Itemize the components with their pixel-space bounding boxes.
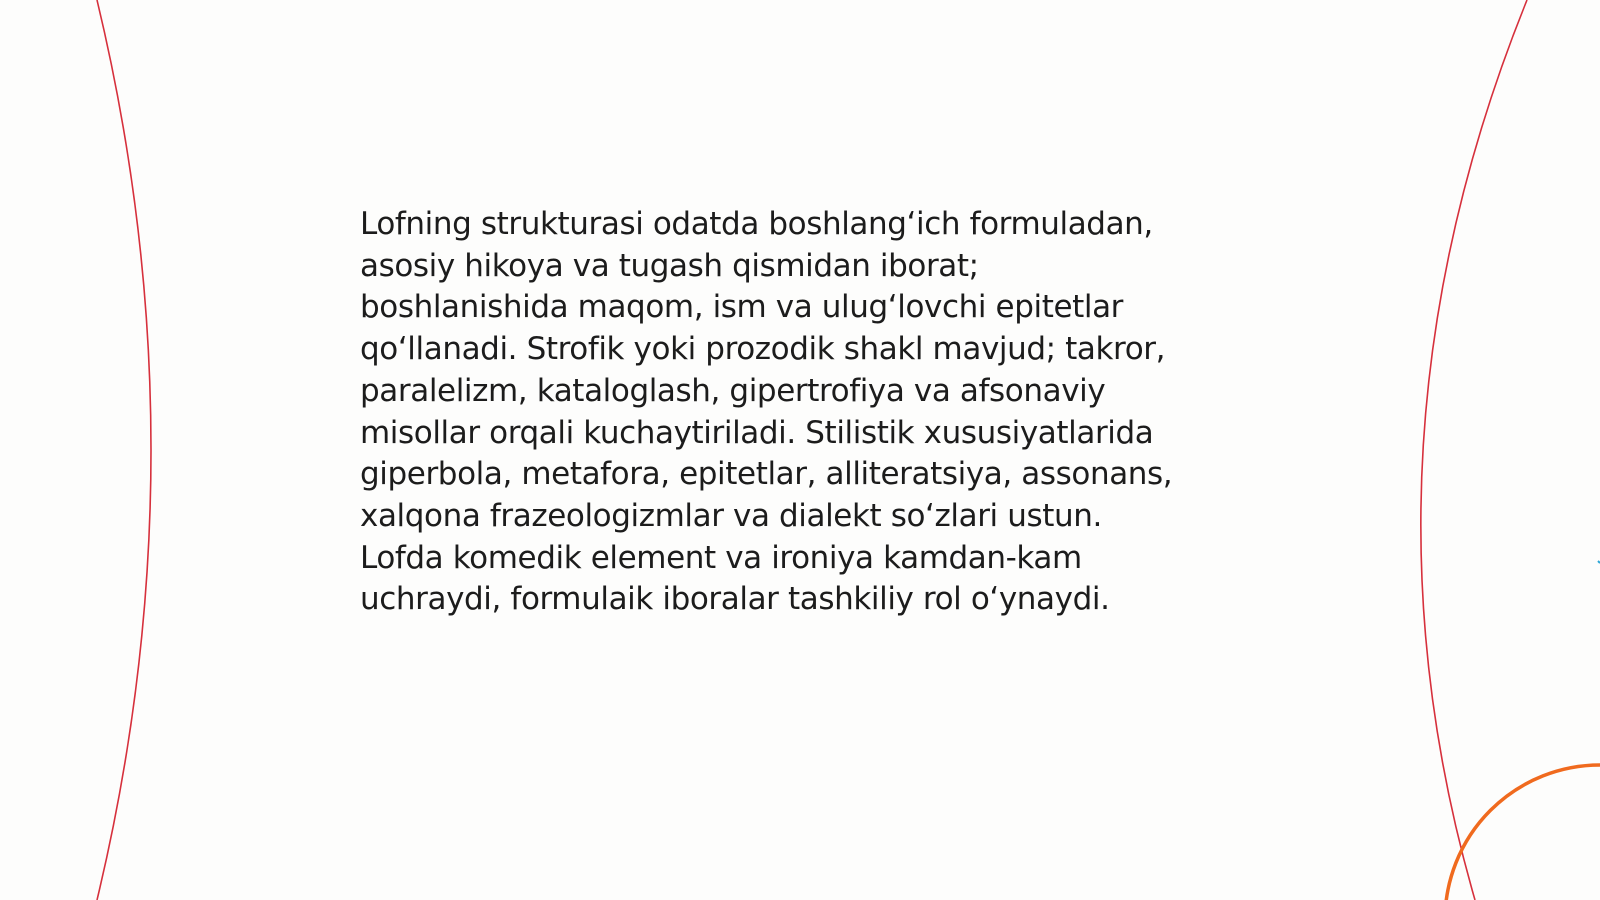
right-curve bbox=[1421, 0, 1527, 900]
orange-arc bbox=[1445, 765, 1600, 900]
body-text: Lofning strukturasi odatda boshlang‘ich formuladan, asosiy hikoya va tugash qismidan iborat; boshlanishida maqom, ism va ulug‘lovchi epitetlar qo‘llanadi. Strofik yoki prozodik shakl mavjud; takror, paralelizm, kataloglash, gipertrofiya va afsonaviy misollar orqali kuchaytiriladi. Stilistik xususiyatlarida giperbola, metafora, epitetlar, alliteratsiya, assonans, xalqona frazeologizmlar va dialekt so‘zlari ustun. Lofda komedik element va ironiya kamdan-kam uchraydi, formulaik iboralar tashkiliy rol o‘ynaydi. bbox=[360, 206, 1173, 618]
left-curve bbox=[97, 0, 151, 900]
